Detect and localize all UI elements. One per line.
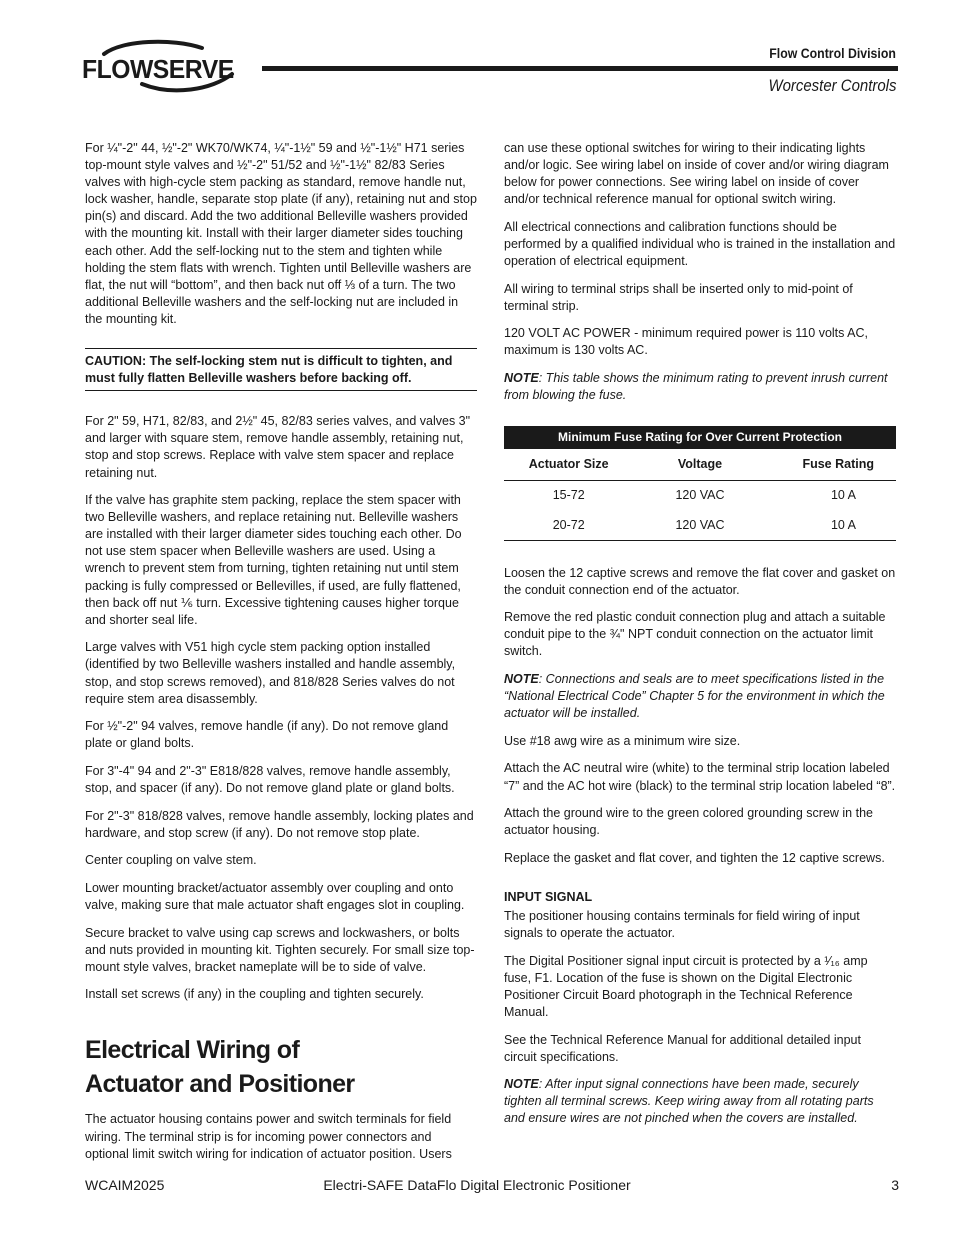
table-cell: 10 A [767, 511, 896, 541]
logo-text: FLOWSERVE [82, 54, 234, 84]
flowserve-logo [82, 38, 242, 98]
section-heading-line-2: Actuator and Positioner [85, 1070, 355, 1099]
paragraph: Install set screws (if any) in the coupling and tighten securely. [85, 987, 424, 1002]
paragraph: can use these optional switches for wiring to their indicating lights and/or logic. See wiring label on inside of cover and/or wiring diagram below for power connections. See wiring label on inside of cover and/or technical reference manual for optional switch wiring. [504, 141, 889, 207]
footer-title: Electri-SAFE DataFlo Digital Electronic Positioner [323, 1177, 631, 1193]
note-paragraph [504, 671, 896, 722]
paragraph: All wiring to terminal strips shall be inserted only to mid-point of terminal strip. [504, 281, 853, 313]
paragraph: Attach the AC neutral wire (white) to the terminal strip location labeled “7” and the AC hot wire (black) to the terminal strip location labeled “8”. [504, 761, 896, 793]
footer-doc-code: WCAIM2025 [85, 1177, 165, 1193]
brand-label: Worcester Controls [767, 76, 896, 95]
paragraph: The actuator housing contains power and switch terminals for field wiring. The terminal strip is for incoming power connectors and optional limit switch wiring for indication of actuator position. Users [85, 1112, 452, 1161]
table-cell: 10 A [830, 488, 856, 503]
footer-page-number: 3 [891, 1177, 899, 1193]
table-cell: 120 VAC [633, 511, 766, 541]
table-row [504, 511, 896, 541]
section-heading-line-1: Electrical Wiring of [85, 1036, 300, 1065]
paragraph: The Digital Positioner signal input circuit is protected by a ¹⁄₁₆ amp fuse, F1. Location of the fuse is shown on the Digital Electronic Positioner Circuit Board photograph in the Technical Reference Manual. [504, 953, 868, 1019]
paragraph: For 2" 59, H71, 82/83, and 2½" 45, 82/83 series valves, and valves 3" and larger with square stem, remove handle assembly, retaining nut, stop and stop screws. Replace with valve stem spacer and replace retaining nut. [85, 414, 471, 480]
paragraph: For 3"-4" 94 and 2"-3" E818/828 valves, remove handle assembly, stop, and spacer (if any). Do not remove gland plate or gland bolts. [85, 763, 455, 795]
paragraph: 120 VOLT AC POWER - minimum required power is 110 volts AC, maximum is 130 volts AC. [504, 326, 869, 358]
paragraph: Secure bracket to valve using cap screws and lockwashers, or bolts and nuts provided in mounting kit. Tighten securely. For small size top-mount style valves, bracket nameplate will be to side of valve. [85, 925, 475, 974]
table-row [504, 481, 896, 511]
paragraph: For 2"-3" 818/828 valves, remove handle assembly, locking plates and hardware, and stop screw (if any). Do not remove stop plate. [85, 808, 474, 840]
note-text: : Connections and seals are to meet specifications listed in the “National Electrical Code” Chapter 5 for the environment in which the actuator will be installed. [504, 672, 885, 721]
paragraph: Lower mounting bracket/actuator assembly over coupling and onto valve, making sure that male actuator shaft engages slot in coupling. [85, 880, 465, 912]
fuse-rating-table [504, 426, 896, 540]
table-header-fuse-rating: Fuse Rating [767, 449, 896, 481]
paragraph: Large valves with V51 high cycle stem packing option installed (identified by two Belleville washers installed and handle assembly, stop, and stop screws removed), and 818/828 Series valves do not require stem area disassembly. [85, 640, 456, 706]
note-label: NOTE [504, 1077, 539, 1092]
right-column [504, 140, 896, 1138]
note-paragraph [504, 1076, 896, 1127]
left-column [85, 140, 477, 1173]
note-label: NOTE [504, 371, 539, 386]
table-header-actuator-size: Actuator Size [504, 449, 633, 481]
paragraph: See the Technical Reference Manual for additional detailed input circuit specifications. [504, 1032, 861, 1064]
paragraph: Remove the red plastic conduit connection plug and attach a suitable conduit pipe to the ¾" NPT conduit connection on the actuator limit switch. [504, 610, 886, 659]
note-paragraph [504, 370, 896, 404]
paragraph: Loosen the 12 captive screws and remove the flat cover and gasket on the conduit connection end of the actuator. [504, 565, 896, 597]
paragraph: For ½"-2" 94 valves, remove handle (if any). Do not remove gland plate or gland bolts. [85, 719, 449, 751]
note-label: NOTE [504, 672, 539, 687]
caution-box: CAUTION: The self-locking stem nut is difficult to tighten, and must fully flatten Belleville washers before backing off. [85, 348, 477, 391]
table-title: Minimum Fuse Rating for Over Current Protection [504, 426, 896, 449]
note-text: : After input signal connections have been made, securely tighten all terminal screws. Keep wiring away from all rotating parts and ensure wires are not pinched when the covers are installed. [504, 1077, 874, 1126]
note-text: : This table shows the minimum rating to prevent inrush current from blowing the fuse. [504, 371, 888, 403]
paragraph: Replace the gasket and flat cover, and tighten the 12 captive screws. [504, 850, 885, 865]
paragraph: Use #18 awg wire as a minimum wire size. [504, 733, 741, 748]
table-cell: 15-72 [552, 488, 585, 503]
paragraph: Center coupling on valve stem. [85, 853, 257, 868]
table-cell: 20-72 [504, 511, 633, 541]
input-signal-subheading: INPUT SIGNAL [504, 889, 593, 904]
table-header-voltage: Voltage [633, 449, 766, 481]
division-label: Flow Control Division [769, 45, 896, 61]
paragraph: All electrical connections and calibration functions should be performed by a qualified individual who is trained in the installation and operation of electrical equipment. [504, 219, 896, 269]
table-cell: 120 VAC [675, 488, 725, 503]
section-heading [85, 1033, 477, 1101]
paragraph: Attach the ground wire to the green colored grounding screw in the actuator housing. [504, 806, 873, 838]
paragraph: For ¼"-2" 44, ½"-2" WK70/WK74, ¼"-1½" 59 and ½"-1½" H71 series top-mount style valves and ½"-2" 51/52 and ½"-1½" 82/83 Series valves with high-cycle stem packing as standard, remove handle nut, lock washer, handle, separate stop plate (if any), retaining nut and stop pin(s) and discard. Add the two additional Belleville washers provided with the mounting kit. Install with their larger diameter sides touching each other. Add the self-locking nut to the stem and tighten while holding the stem flats with wrench. Tighten until Belleville washers are flat, the nut will “bottom”, and then back nut off ⅓ of a turn. The two additional Belleville washers and the self-locking nut are included in the mounting kit. [85, 141, 477, 326]
header-rule [262, 66, 898, 71]
paragraph: If the valve has graphite stem packing, replace the stem spacer with two Belleville washers, and replace retaining nut. Belleville washers are installed with their larger diameter sides touching each other. Do not use stem spacer when Belleville washers are used. Using a wrench to prevent stem from turning, tighten retaining nut until stem packing is fully compressed or Bellevilles, if used, are fully flattened, then back off nut ⅙ turn. Excessive tightening causes higher torque and shorter seal life. [85, 493, 462, 627]
paragraph: The positioner housing contains terminals for field wiring of input signals to operate the actuator. [504, 909, 860, 941]
